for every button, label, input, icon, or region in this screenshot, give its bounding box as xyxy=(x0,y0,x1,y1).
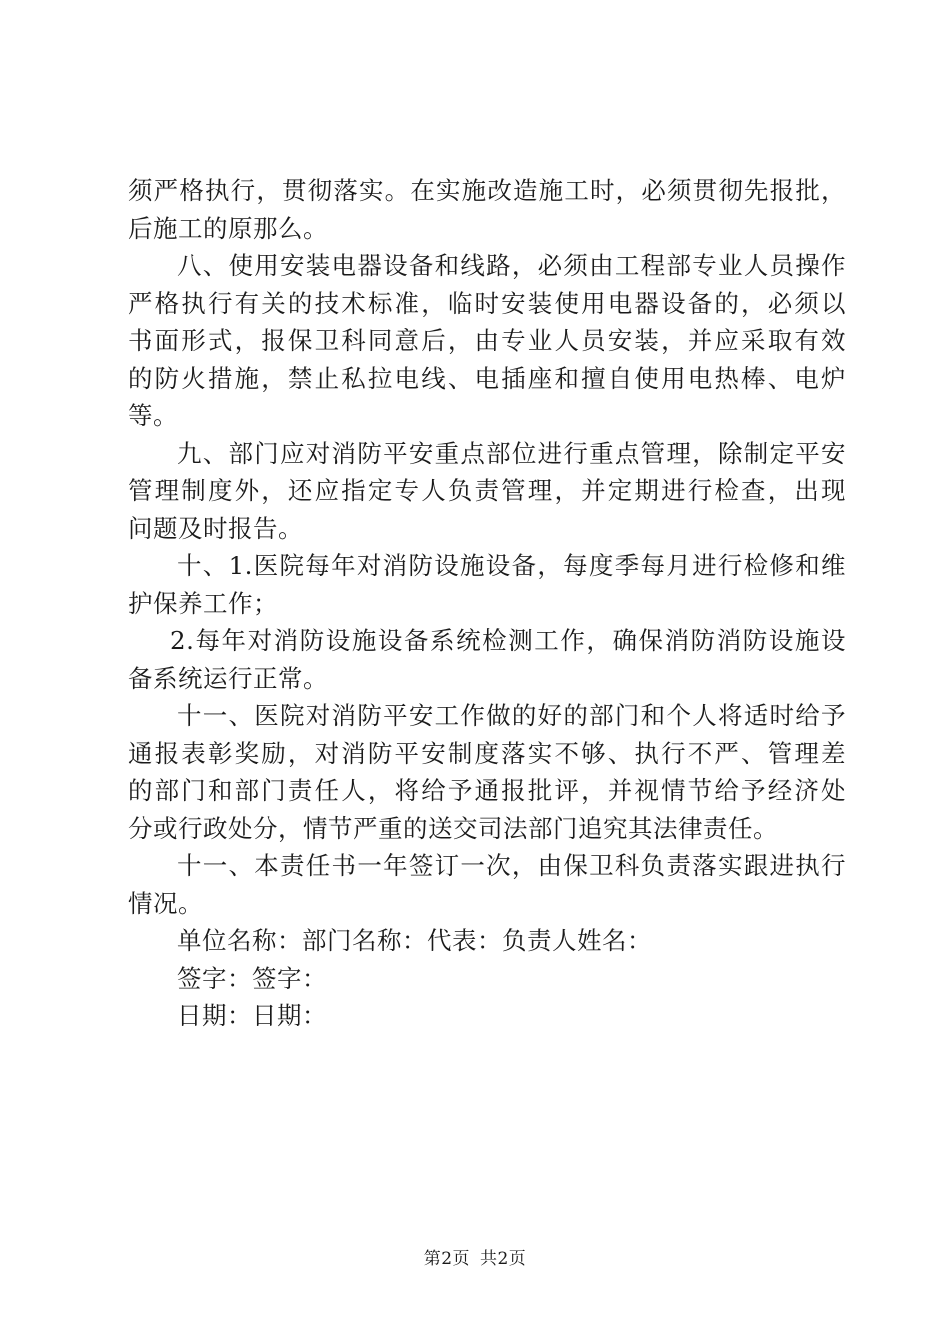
signature-sign-line: 签字：签字： xyxy=(177,963,327,993)
text-line: 情况。 xyxy=(128,888,203,918)
page-total: 共2页 xyxy=(479,1249,527,1269)
page-number: 第2页 xyxy=(423,1249,471,1269)
signature-date-line: 日期：日期： xyxy=(177,1001,327,1030)
text-line: 须严格执行，贯彻落实。在实施改造施工时，必须贯彻先报批， xyxy=(128,176,846,205)
text-line: 备系统运行正常。 xyxy=(128,663,328,693)
text-line: 分或行政处分，情节严重的送交司法部门追究其法律责任。 xyxy=(128,813,778,843)
text-line: 八、使用安装电器设备和线路，必须由工程部专业人员操作 xyxy=(177,251,846,280)
text-line: 等。 xyxy=(128,401,178,430)
text-line: 后施工的原那么。 xyxy=(128,213,328,243)
text-line: 管理制度外，还应指定专人负责管理，并定期进行检查，出现 xyxy=(128,476,846,505)
text-line: 的部门和部门责任人，将给予通报批评，并视情节给予经济处 xyxy=(128,776,846,805)
text-line: 护保养工作； xyxy=(128,588,278,618)
text-line: 十一、医院对消防平安工作做的好的部门和个人将适时给予 xyxy=(177,701,846,730)
text-line: 十、1.医院每年对消防设施设备，每度季每月进行检修和维 xyxy=(177,551,846,580)
text-line: 书面形式，报保卫科同意后，由专业人员安装，并应采取有效 xyxy=(128,326,846,355)
text-line: 2.每年对消防设施设备系统检测工作，确保消防消防设施设 xyxy=(170,626,846,655)
text-line: 通报表彰奖励，对消防平安制度落实不够、执行不严、管理差 xyxy=(128,738,846,768)
page-footer xyxy=(0,1244,950,1269)
text-line: 问题及时报告。 xyxy=(128,513,303,543)
text-line: 九、部门应对消防平安重点部位进行重点管理，除制定平安 xyxy=(177,438,846,468)
signature-unit-line: 单位名称：部门名称：代表：负责人姓名： xyxy=(177,926,652,955)
text-line: 的防火措施，禁止私拉电线、电插座和擅自使用电热棒、电炉 xyxy=(128,363,846,393)
text-line: 十一、本责任书一年签订一次，由保卫科负责落实跟进执行 xyxy=(177,851,846,880)
document-body xyxy=(128,172,846,1035)
text-line: 严格执行有关的技术标准，临时安装使用电器设备的，必须以 xyxy=(128,288,846,318)
